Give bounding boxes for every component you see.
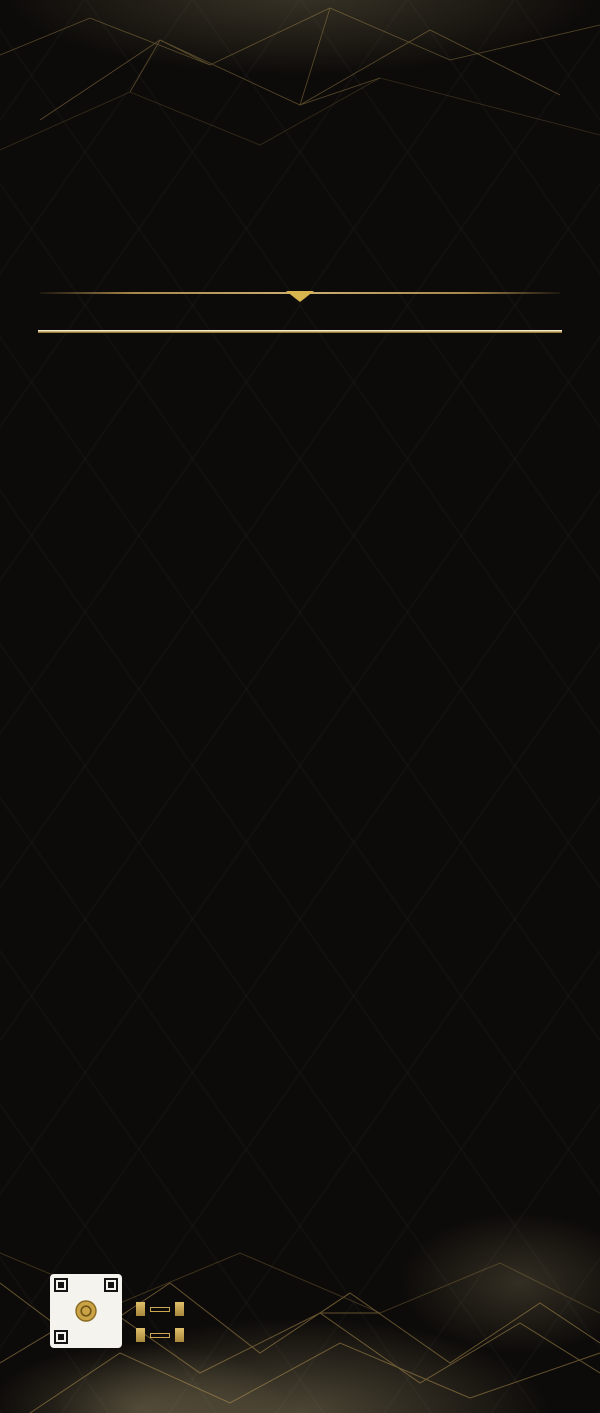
gold-square-icon	[136, 1328, 145, 1342]
header-divider	[40, 292, 560, 294]
co-organizer-text	[150, 1333, 170, 1338]
gold-square-icon	[175, 1302, 184, 1316]
co-organizer-line	[136, 1328, 184, 1342]
qr-center-logo	[76, 1301, 96, 1321]
poster-header	[0, 0, 600, 300]
table-header-row	[38, 302, 562, 329]
qr-code	[50, 1274, 122, 1348]
schedule-table	[38, 302, 562, 333]
down-triangle-icon	[286, 291, 314, 302]
gold-square-icon	[175, 1328, 184, 1342]
header-underline	[38, 330, 562, 333]
gold-square-icon	[136, 1302, 145, 1316]
organizer-text	[150, 1307, 170, 1312]
organizer-line	[136, 1302, 184, 1316]
